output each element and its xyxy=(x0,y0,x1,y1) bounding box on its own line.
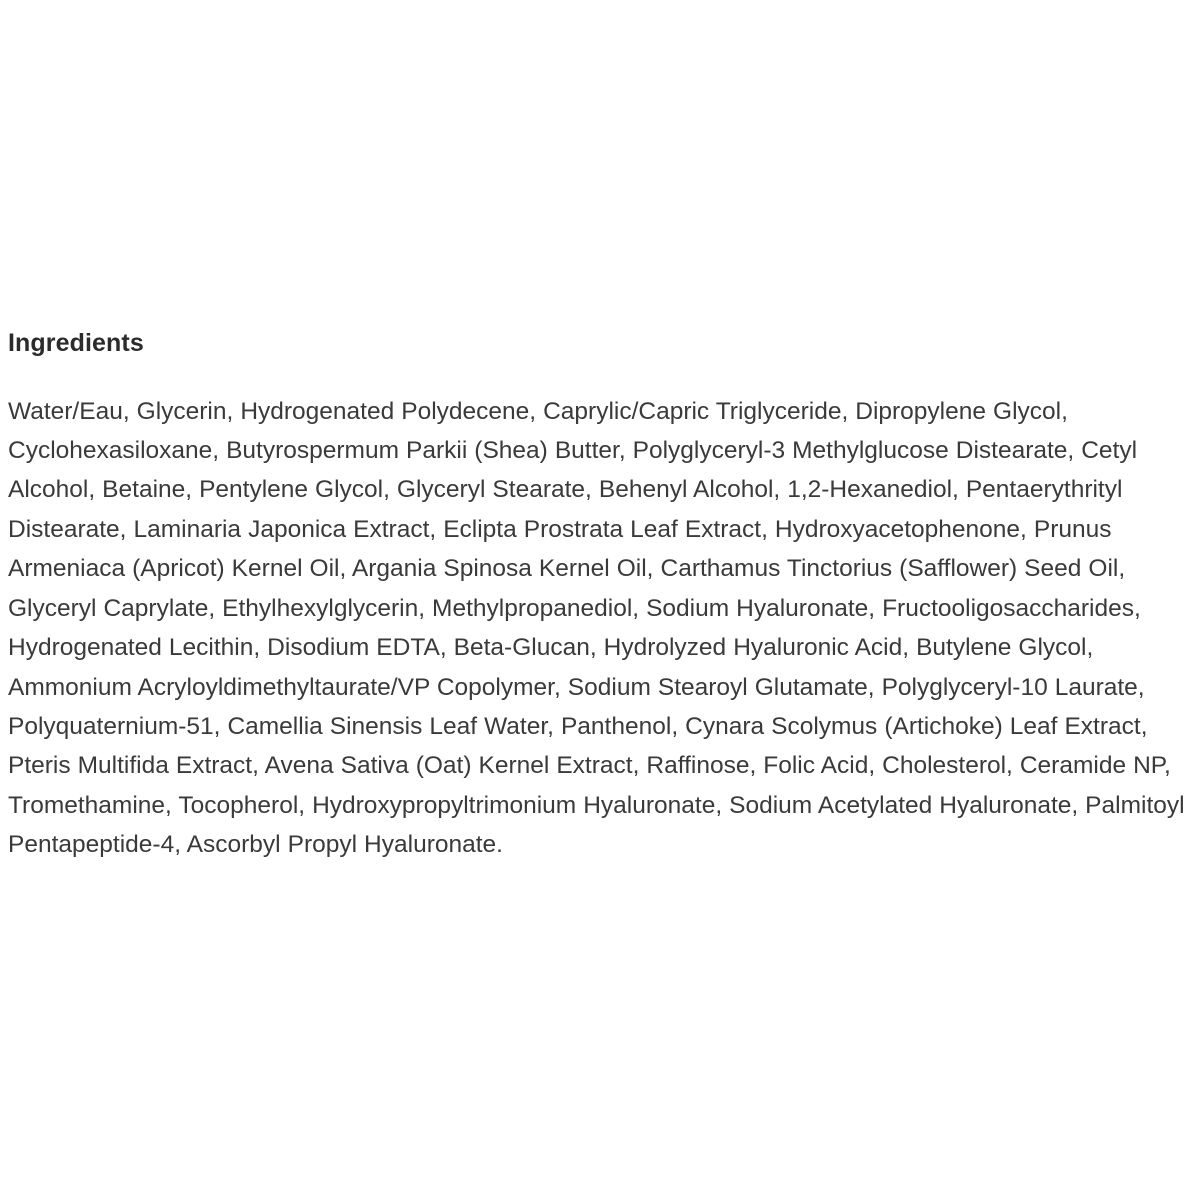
ingredients-section xyxy=(8,330,1192,865)
ingredients-heading: Ingredients xyxy=(8,329,144,357)
ingredients-list-text: Water/Eau, Glycerin, Hydrogenated Polydecene, Caprylic/Capric Triglyceride, Dipropylene Glycol, Cyclohexasiloxane, Butyrospermum Parkii (Shea) Butter, Polyglyceryl-3 Methylglucose Distearate, Cetyl Alcohol, Betaine, Pentylene Glycol, Glyceryl Stearate, Behenyl Alcohol, 1,2-Hexanediol, Pentaerythrityl Distearate, Laminaria Japonica Extract, Eclipta Prostrata Leaf Extract, Hydroxyacetophenone, Prunus Armeniaca (Apricot) Kernel Oil, Argania Spinosa Kernel Oil, Carthamus Tinctorius (Safflower) Seed Oil, Glyceryl Caprylate, Ethylhexylglycerin, Methylpropanediol, Sodium Hyaluronate, Fructooligosaccharides, Hydrogenated Lecithin, Disodium EDTA, Beta-Glucan, Hydrolyzed Hyaluronic Acid, Butylene Glycol, Ammonium Acryloyldimethyltaurate/VP Copolymer, Sodium Stearoyl Glutamate, Polyglyceryl-10 Laurate, Polyquaternium-51, Camellia Sinensis Leaf Water, Panthenol, Cynara Scolymus (Artichoke) Leaf Extract, Pteris Multifida Extract, Avena Sativa (Oat) Kernel Extract, Raffinose, Folic Acid, Cholesterol, Ceramide NP, Tromethamine, Tocopherol, Hydroxypropyltrimonium Hyaluronate, Sodium Acetylated Hyaluronate, Palmitoyl Pentapeptide-4, Ascorbyl Propyl Hyaluronate. xyxy=(8,397,1185,859)
